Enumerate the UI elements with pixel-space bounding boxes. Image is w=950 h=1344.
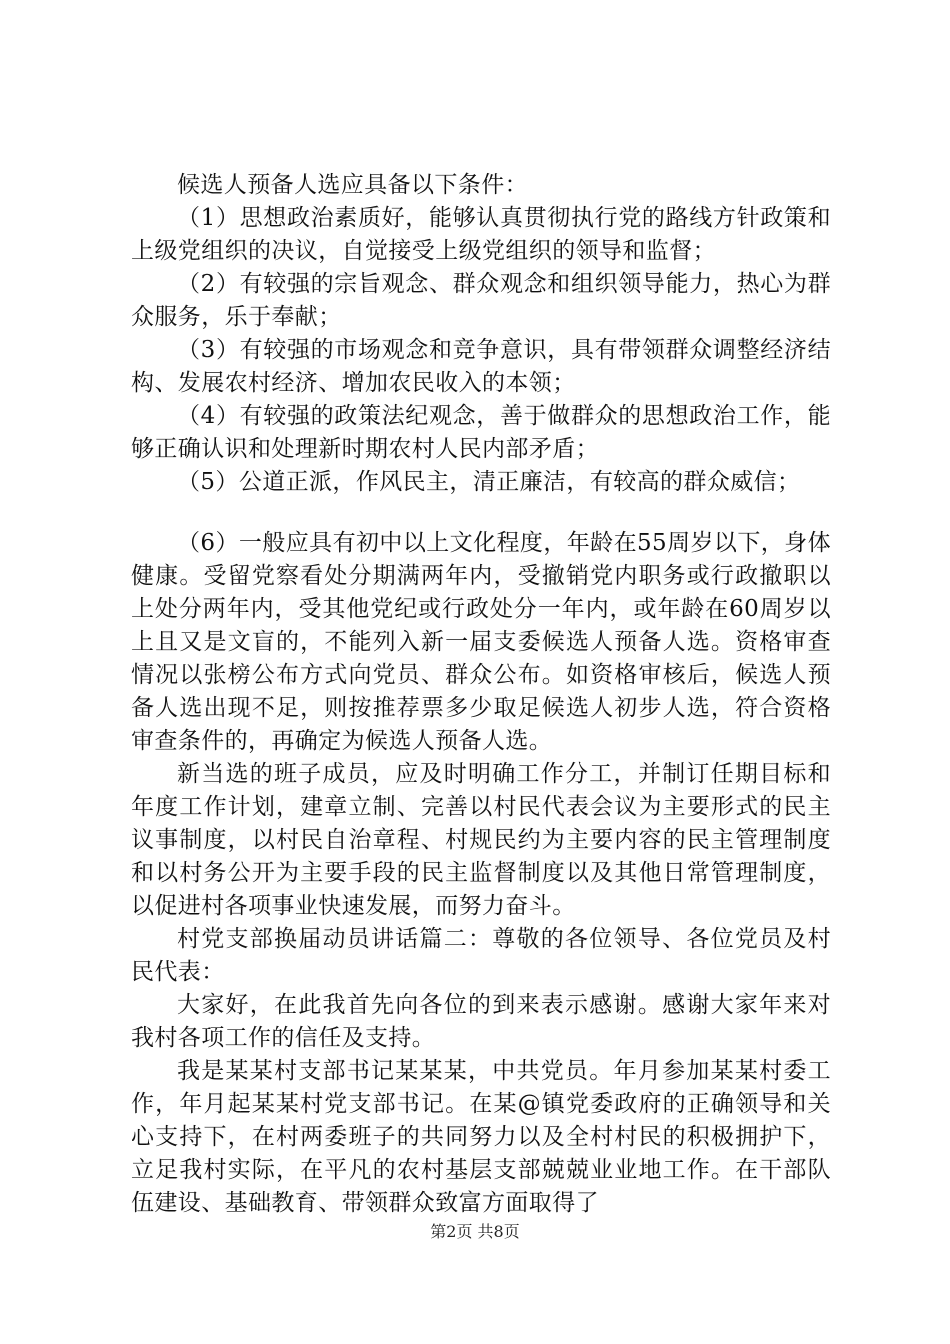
paragraph: （4）有较强的政策法纪观念，善于做群众的思想政治工作，能够正确认识和处理新时期农村人民内部矛盾； — [131, 403, 831, 462]
paragraph-gap — [131, 499, 831, 527]
paragraph: 我是某某村支部书记某某某，中共党员。年月参加某某村委工作，年月起某某村党支部书记。在某@镇党委政府的正确领导和关心支持下，在村两委班子的共同努力以及全村村民的积极拥护下，立足我村实际，在平凡的农村基层支部兢兢业业地工作。在干部队伍建设、基础教育、带领群众致富方面取得了 — [131, 1058, 831, 1216]
paragraph: （6）一般应具有初中以上文化程度，年龄在55周岁以下，身体健康。受留党察看处分期满两年内，受撤销党内职务或行政撤职以上处分两年内，受其他党纪或行政处分一年内，或年龄在60周岁以上且又是文盲的，不能列入新一届支委候选人预备人选。资格审查情况以张榜公布方式向党员、群众公布。如资格审核后，候选人预备人选出现不足，则按推荐票多少取足候选人初步人选，符合资格审查条件的，再确定为候选人预备人选。 — [131, 530, 831, 754]
paragraph: 候选人预备人选应具备以下条件： — [177, 172, 528, 198]
paragraph: 新当选的班子成员，应及时明确工作分工，并制订任期目标和年度工作计划，建章立制、完善以村民代表会议为主要形式的民主议事制度，以村民自治章程、村规民约为主要内容的民主管理制度和以村务公开为主要手段的民主监督制度以及其他日常管理制度，以促进村各项事业快速发展，而努力奋斗。 — [131, 761, 831, 919]
paragraph: 大家好，在此我首先向各位的到来表示感谢。感谢大家年来对我村各项工作的信任及支持。 — [131, 992, 831, 1051]
paragraph: 村党支部换届动员讲话篇二：尊敬的各位领导、各位党员及村民代表： — [131, 926, 831, 985]
paragraph: （3）有较强的市场观念和竞争意识，具有带领群众调整经济结构、发展农村经济、增加农民收入的本领； — [131, 337, 831, 396]
document-body — [131, 169, 831, 1220]
paragraph: （1）思想政治素质好，能够认真贯彻执行党的路线方针政策和上级党组织的决议，自觉接受上级党组织的领导和监督； — [131, 205, 831, 264]
paragraph: （5）公道正派，作风民主，清正廉洁，有较高的群众威信； — [177, 469, 801, 495]
page-number-footer: 第2页 共8页 — [430, 1222, 520, 1241]
paragraph: （2）有较强的宗旨观念、群众观念和组织领导能力，热心为群众服务，乐于奉献； — [131, 271, 831, 330]
